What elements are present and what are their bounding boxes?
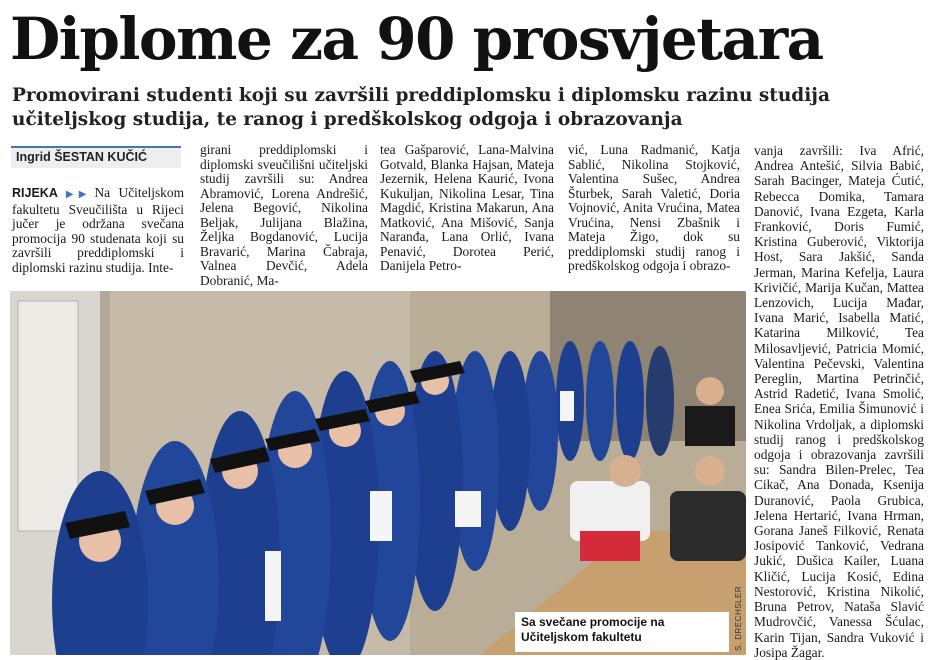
photo-caption: Sa svečane promocije na Učiteljskom fakultetu — [515, 612, 729, 652]
dateline: RIJEKA — [12, 186, 58, 200]
photo-credit: S. DRECHSLER — [734, 585, 743, 651]
body-column-5: vanja završili: Iva Afrić, Andrea Antešić, Silvia Babić, Sarah Bacinger, Mateja Ćutić, Rebecca Domika, Tamara Danović, Ivana Ezgeta, Karla Franković, Doris Fumić, Kristina Guberović, Viktorija Host, Sara Jakšić, Sanda Jerman, Marina Kefelja, Laura Krivičić, Marija Kučan, Mattea Lenzovich, Lucija Mađar, Ivana Marić, Isabella Matić, Katarina Milković, Tea Milosavljević, Patricia Momić, Valentina Pečevski, Valentina Pereglin, Martina Petrinčić, Astrid Radetić, Ivana Smolić, Enea Srića, Emilia Šimunović i Nikolina Vrdoljak, a diplomski studij ranog i predškolskog odgoja i obrazovanja završili su: Sandra Bilen-Prelec, Tea Cikač, Ana Donada, Ksenija Duranović, Paola Grubica, Jelena Hertarić, Ivana Hrman, Gorana Janeš Filković, Renata Josipović Tanković, Vedrana Jukić, Dušica Kailer, Luana Kličić, Lucija Kosić, Edina Nestorović, Kristina Nikolić, Bruna Petrov, Nataša Slavić Mudrovčić, Vanessa Šćulac, Karin Tijan, Sandra Vuković i Josipa Žagar. — [754, 143, 924, 660]
graduation-photo — [10, 291, 746, 655]
photo-illustration — [10, 291, 746, 655]
body-column-3: tea Gašparović, Lana-Malvina Gotvald, Blanka Hajsan, Mateja Jezernik, Helena Kaurić, Ivona Kukuljan, Nikolina Lesar, Tina Magdić, Kristina Makarun, Ana Matković, Ana Mišović, Sanja Naranđa, Lana Orlić, Ivana Penavić, Dorotea Perić, Danijela Petro- — [380, 142, 554, 273]
headline: Diplome za 90 prosvjetara — [10, 5, 823, 73]
body-text-col1: Na Učiteljskom fakultetu Sveučilišta u Rijeci jučer je održana svečana promocija 90 studenata koji su završili preddiplomski i diplomski razinu studija. Inte- — [12, 185, 184, 275]
body-column-2: girani preddiplomski i diplomski sveučilišni učiteljski studij završili su: Andrea Abramović, Lorena Andrešić, Jelena Begović, Nikolina Beljak, Julijana Blažina, Željka Bogdanović, Lucija Bravarić, Marina Čabraja, Valnea Devčić, Adela Dobranić, Ma- — [200, 142, 368, 288]
double-arrow-icon: ▶▶ — [60, 189, 92, 200]
body-column-4: vić, Luna Radmanić, Katja Sablić, Nikolina Stojković, Valentina Sušec, Andrea Šturbek, Sarah Valetić, Doria Vojnović, Anita Vrućina, Matea Vrućina, Nensi Zbašnik i Mateja Žigo, dok su preddiplomski studij ranog i predškolskog odgoja i obrazo- — [568, 142, 740, 273]
byline: Ingrid ŠESTAN KUČIĆ — [16, 150, 148, 164]
subheadline: Promovirani studenti koji su završili preddiplomsku i diplomsku razinu studija učiteljskog studija, te ranog i predškolskog odgoja i obrazovanja — [12, 85, 830, 130]
body-column-1 — [12, 186, 184, 275]
